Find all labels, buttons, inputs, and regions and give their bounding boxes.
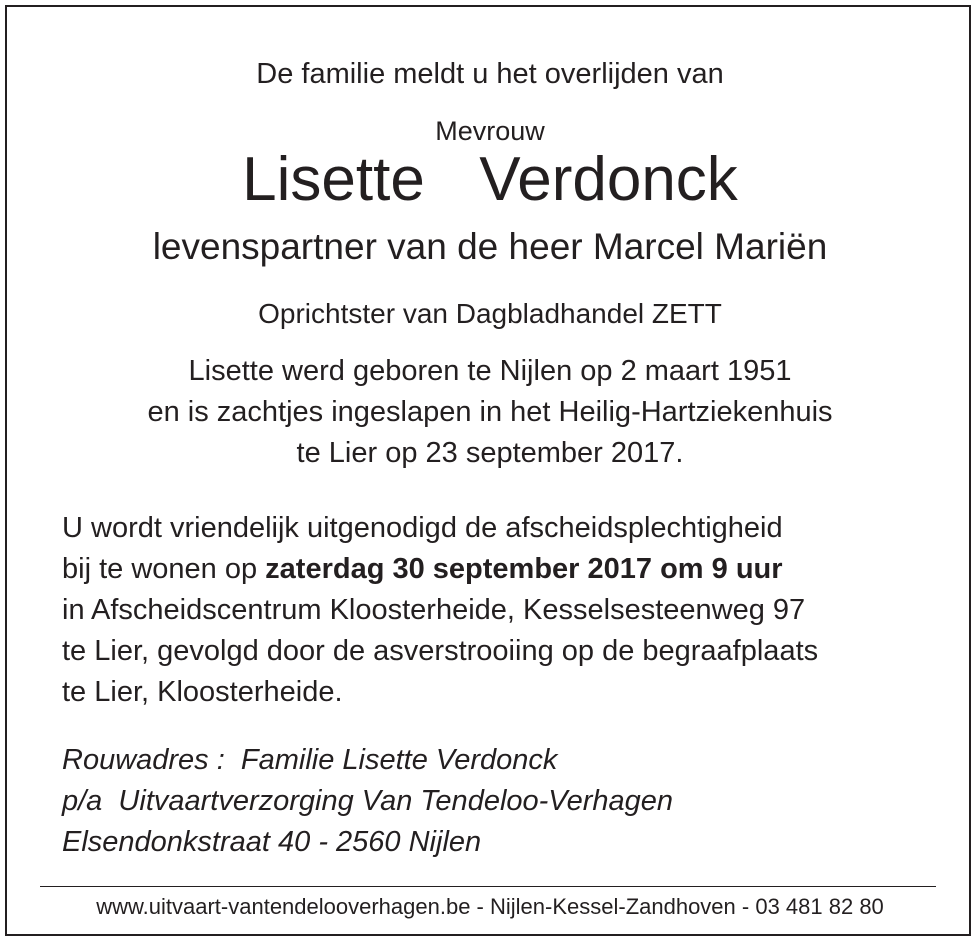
intro-text: De familie meldt u het overlijden van bbox=[256, 58, 724, 90]
invite-line: te Lier, gevolgd door de asverstrooiing op de begraafplaats bbox=[62, 635, 819, 667]
deceased-name: Lisette Verdonck bbox=[242, 145, 738, 214]
ceremony-datetime: zaterdag 30 september 2017 om 9 uur bbox=[265, 553, 783, 585]
bio-line: te Lier op 23 september 2017. bbox=[296, 437, 684, 469]
role-text: Oprichtster van Dagbladhandel ZETT bbox=[258, 298, 722, 329]
footer-divider bbox=[40, 886, 936, 887]
mourning-address bbox=[62, 740, 673, 863]
bio-line: en is zachtjes ingeslapen in het Heilig-Hartziekenhuis bbox=[147, 396, 833, 428]
invite-line bbox=[62, 549, 818, 590]
address-line: p/a Uitvaartverzorging Van Tendeloo-Verhagen bbox=[62, 785, 673, 817]
footer-contact: www.uitvaart-vantendelooverhagen.be - Nijlen-Kessel-Zandhoven - 03 481 82 80 bbox=[96, 894, 884, 919]
address-line: Elsendonkstraat 40 - 2560 Nijlen bbox=[62, 826, 482, 858]
bio-block bbox=[0, 351, 980, 474]
invite-line: U wordt vriendelijk uitgenodigd de afscheidsplechtigheid bbox=[62, 512, 783, 544]
invite-line-prefix: bij te wonen op bbox=[62, 553, 266, 585]
invite-line: te Lier, Kloosterheide. bbox=[62, 676, 343, 708]
invitation-block bbox=[62, 508, 818, 713]
partner-text: levenspartner van de heer Marcel Mariën bbox=[152, 226, 828, 267]
title-prefix: Mevrouw bbox=[435, 116, 545, 146]
invite-line: in Afscheidscentrum Kloosterheide, Kesselsesteenweg 97 bbox=[62, 594, 806, 626]
bio-line: Lisette werd geboren te Nijlen op 2 maart 1951 bbox=[188, 355, 792, 387]
address-line: Rouwadres : Familie Lisette Verdonck bbox=[62, 744, 558, 776]
